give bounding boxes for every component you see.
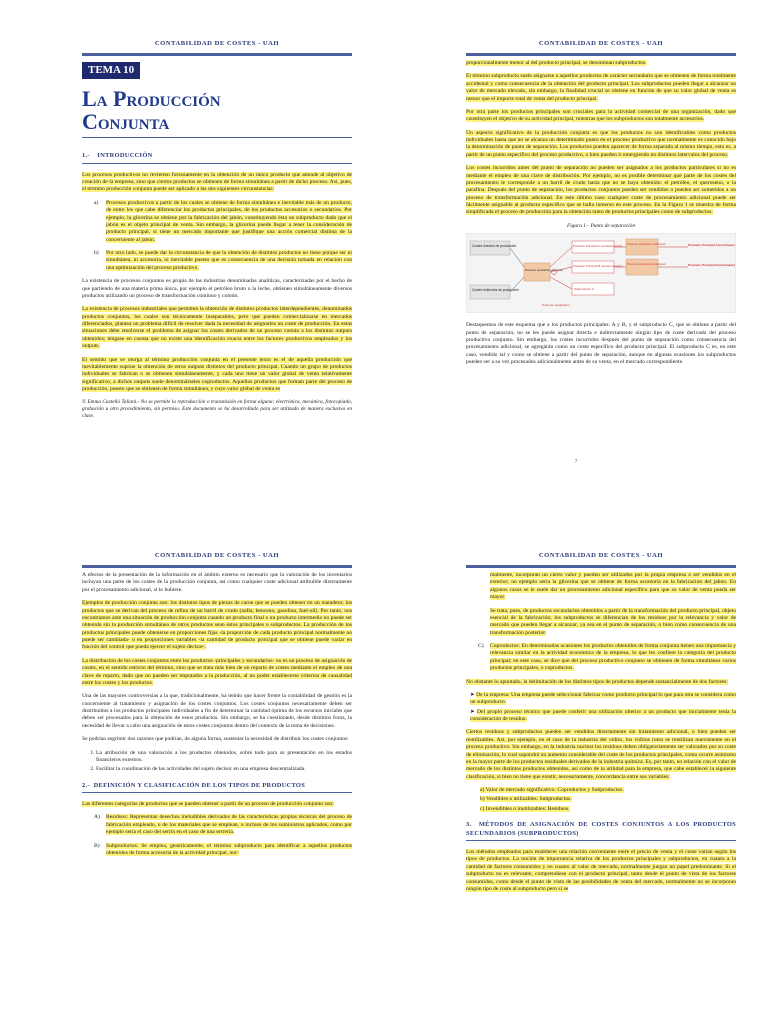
running-header: CONTABILIDAD DE COSTES - UAH	[538, 552, 664, 559]
page-content	[82, 60, 352, 420]
paragraph: Destaquemos de este esquema que a los productos principales: A y B, y el subproducto C, que se obtiene a partir del punto de separación, no se les puede asignar directa e indirectamente ningún tipo de coste derivado del proceso productivo conjunto. Sin embargo, los costes incurridos después del punto de separación como consecuencia del procesamiento adicional, se agregarán como un coste específico del producto principal. El subproducto C es, en este caso, vendido tal y como se obtiene a partir del punto de separación, aunque en algunas ocasiones los subproductos pueden ser a su vez procesados adicionalmente antes de su venta, en el mercado correspondiente.	[466, 322, 736, 366]
list-item: 1. La atribución de una valoración a los productos obtenidos, sobre todo para su presentación en los estados financieros externos.	[96, 750, 352, 765]
paragraph: Ejemplos de producción conjunta son: los distintos tipos de piezas de carne que se pueden obtener en un matadero; los productos que se derivan del proceso de refino de un barril de crudo (nafta, benceno, gasolina, fuel-oil). Por tanto, nos encontramos ante una situación de producción conjunta cuando un producto final o un producto intermedio no puede ser obtenido sin la producción simultánea de otros productos sean éstos principales o subproductos. La producción de los productos principales puede obtenerse en proporciones fijas -la proporción de cada producto principal normalmente no puede ser cambiada- o en proporciones variables -la cantidad de producto principal que se obtiene puede variar en función del control que pueda ejercer el sujeto decisor-.	[82, 600, 352, 651]
list-item-text: Residuos: Representan desechos ineludibles derivados de las características propias técnicas del proceso de fabricación empleado, o de los materiales que se emplean, o incluso de los suministros aplicados, como por ejemplo sería el caso del serrín en el caso de una serrería.	[106, 814, 352, 836]
final-product-a-label: Producto Principal A (terminado)	[688, 242, 735, 247]
list-marker: b)	[94, 250, 99, 257]
section-rule	[466, 840, 736, 841]
list-item-text: Coproductos: En determinadas ocasiones los productos obtenidos de forma conjunta tienen una importancia y relevancia similar en la actividad económica de la empresa, lo que les confiere la categoría del producto principal; en este caso, se dice que del proceso productivo conjunto se obtienen de forma simultánea varios productos principales, o coproductos.	[490, 643, 736, 672]
paragraph: Por otra parte los productos principales son cruciales para la actividad comercial de una organización, dado que constituyen el objetivo de su actividad principal, mientras que los subproductos son totalmente accesorios.	[466, 108, 736, 123]
chapter-label: TEMA 10	[82, 62, 140, 79]
chapter-title	[82, 87, 352, 133]
list-item-text: Subproductos: Se emplea, genéricamente, el término subproducto para identificar a aquellos productos obtenidos de forma accesoria de la actividad principal, nor-	[106, 842, 352, 856]
page-content	[466, 572, 736, 899]
list-item	[94, 814, 352, 836]
header-rule	[82, 53, 352, 56]
header-rule	[466, 565, 736, 568]
list-item: c) Invendibles o inutilizables: Residuos.	[480, 805, 570, 812]
list-item: Del propio proceso técnico que puede conferir una utilización ulterior a un producto que inicialmente tenía la consideración de residuo.	[470, 708, 736, 722]
paragraph: Ciertos residuos y subproductos pueden ser vendidos directamente sin tratamiento adicional, o bien pueden ser reutilizables. Así, por ejemplo, en el caso de la industria del vidrio, los vidrios rotos se reutilizan nuevamente en el proceso productivo. Sin embargo, en la industria nuclear los residuos deben obligatoriamente ser valorados por su coste de eliminación, lo cual supondrá un aumento considerable del coste de los productos principales, como ocurre asimismo en la mayor parte de los productos residuales derivados de la industria química. Es, por tanto, en relación con el valor de mercado de los distintos productos obtenidos, así como de la utilidad para la empresa, que cabe establecer la siguiente clasificación, si bien no tiene que existir, necesariamente, concordancia entre sus variables:	[466, 729, 736, 780]
separation-point-label: Punto de separación	[542, 302, 570, 307]
list-item-text: Procesos productivos a partir de los cuales se obtiene de forma simultánea e inevitable más de un producto, de entre los que cabe diferenciar los productos principales, de los productos accesorios o secundarios. Por ejemplo, la glicerina se obtiene por la fabricación del jabón, constituyendo ésta un subproducto dado que el jabón es el objeto principal de venta. Sin embargo, la glicerina puede llegar a tener la consideración de producto principal, si tiene un mercado importante que justifique una acción comercial distinta de la concerniente al jabón.	[106, 199, 352, 243]
direct-costs-label: Costes directos de producción	[472, 243, 517, 248]
section-heading	[82, 782, 352, 790]
header-rule	[82, 565, 352, 568]
joint-process-label: Proceso productivo conjunto	[525, 267, 563, 272]
section-heading	[466, 821, 736, 838]
paragraph: Una de las mayores controversias a la que, tradicionalmente, ha tenido que hacer frente la contabilidad de gestión es la concerniente al tratamiento y asignación de los costes conjuntos. Los costes conjuntos necesariamente deben ser distribuidos a los productos principales individuales a fin de determinar la cantidad óptima de los recursos iniciales que deben ser procesados para la obtención de estos productos. Sin embargo, se ha cuestionado, desde distintos foros, la necesidad de llevar a cabo una asignación de estos costes conjuntos dentro del contexto de la toma de decisiones.	[82, 693, 352, 729]
paragraph: Se podrían esgrimir dos razones que podrían, de alguna forma, sustentar la necesidad de distribuir los costes conjuntos:	[82, 736, 349, 743]
list-item	[94, 843, 352, 858]
paragraph: Los procesos productivos no revierten forzosamente en la obtención de un único producto que atiende al objetivo de creación de la empresa, sino que ciertos productos se obtienen de forma simultánea a partir de dicho proceso. Así, pues, el término producción conjunta puede ser aplicado a las dos siguientes circunstancias:	[82, 171, 352, 193]
paragraph: Se trata, pues, de productos secundarios obtenidos a partir de la transformación del producto principal, objeto esencial de la fabricación; los subproductos se diferencian de los residuos por la relevancia y valor de mercado que pueden llegar a alcanzar, ya sea en el punto de separación, o bien como consecuencia de una transformación posterior.	[490, 607, 736, 636]
document-page-3	[0, 512, 384, 1024]
separation-point-diagram	[466, 233, 736, 313]
paragraph: Los costes incurridos antes del punto de separación no pueden ser asignados a los productos particulares si no es mediante el empleo de una clave de distribución. Por ejemplo, no es posible determinar qué parte de los costes del procesamiento le corresponde a un barril de crudo hasta que no se haya obtenido: el petróleo, el queroseno, o la parafina. Después del punto de separación, los productos conjuntos pueden ser vendidos o pueden ser sometidos a un proceso de transformación adicional. En este último caso cualquier coste de procesamiento adicional puede ser fácilmente asignable al producto específico que se halla inmerso en este proceso. En la Figura 1 se muestra de forma simplificada el proceso de producción para la obtención tanto de productos principales como de subproductos.	[466, 165, 736, 216]
list-item	[478, 643, 736, 673]
section-rule	[82, 792, 352, 793]
section-heading	[82, 152, 352, 160]
paragraph: La existencia de procesos industriales que permiten la obtención de distintos productos interdependientes, denominados productos conjuntos, los cuales son técnicamente inseparables, pero que pueden comercializarse en mercados diferenciados, plantea un problema difícil de resolver dada la necesidad de asignarles un coste de producción. En estas situaciones debe resolverse el problema de asignar los costes derivados de un proceso común a los distintos outputs obtenidos; téngase en cuenta que no existe una identificación exacta entre los factores productivos empleados y los outputs.	[82, 306, 352, 350]
section-number: 2.-	[82, 781, 90, 789]
list-marker: A)	[94, 814, 100, 821]
bullet-list	[470, 692, 736, 724]
additional-process-b-label: Proceso productivo adicional	[627, 261, 666, 266]
list-item: a) Valor de mercado significativo: Coproductos y Subproductos.	[480, 787, 624, 793]
joint-process-box	[524, 263, 550, 281]
title-rule	[82, 137, 352, 139]
document-page-4	[384, 512, 768, 1024]
running-header: CONTABILIDAD DE COSTES - UAH	[538, 40, 664, 47]
section-rule	[82, 163, 352, 164]
figure-caption: Figura 1.- Punto de separación	[566, 222, 636, 229]
paragraph: No obstante lo apuntado, la delimitación de los distintos tipos de productos depende sustancialmente de dos factores:	[466, 678, 728, 685]
paragraph: El sentido que se otorga al término producción conjunta en el presente texto es el de aquella producción que inevitablemente supone la obtención de otros outputs distintos del producto principal. Cuando un grupo de productos individuales se fabrican o se obtienen simultáneamente, y cada uno tiene un valor global de venta relativamente significativo, a dichos outputs suele denominárseles coproductos. Aquellos productos que forman parte del proceso de producción, puesto que se obtienen de forma simultánea, y cuyo valor global de venta es	[82, 356, 352, 393]
list-item-text: Por otro lado, se puede dar la circunstancia de que la obtención de distintos productos no tiene porque ser ni simultánea, ni accesoria, ni inevitable puesto que es consecuencia de una decisión tomada en relación con una optimización del proceso productivo.	[106, 250, 352, 271]
paragraph: malmente, incorporan un cierto valor y pueden ser utilizados por la propia empresa o ser vendidos en el exterior; un ejemplo sería la glicerina que se obtiene de forma accesoria en la fabricación del jabón. En algunos casos se le suele dar un procesamiento adicional específico para que su valor de venta pueda ser mayor.	[490, 572, 736, 601]
document-page-2	[384, 0, 768, 512]
product-b-label: Producto Principal B (semiterminado)	[573, 263, 623, 268]
list-item: b) Vendibles o utilizables: Subproductos.	[480, 796, 572, 803]
list-item: 2. Facilitar la coordinación de las actividades del sujeto decisor en una empresa descentralizada.	[96, 766, 352, 773]
paragraph: La existencia de procesos conjuntos es propia de las industrias denominadas analíticas, caracterizadas por el hecho de que partiendo de una materia prima única, por ejemplo el petróleo bruto o la leche, obtienen simultáneamente diversos productos utilizando un proceso de transformación continuo y común.	[82, 278, 352, 299]
paragraph: Un aspecto significativo de la producción conjunta es que los productos no son identificables como productos individuales hasta que no se alcanza un determinado punto en el proceso productivo que normalmente es conocido bajo la denominación de punto de separación. Los productos pueden aparecer de forma separada al mismo tiempo, esto es, a partir de un punto específico del proceso productivo, o bien pueden ir emergiendo en distintos intervalos del proceso.	[466, 129, 736, 158]
document-page-1	[0, 0, 384, 512]
title-line-2: Conjunta	[82, 108, 170, 134]
section-number: 3.	[466, 821, 472, 829]
additional-process-a-label: Proceso productivo adicional	[627, 241, 666, 246]
list-marker: C)	[478, 643, 484, 649]
section-number: 1.-	[82, 152, 90, 160]
list-item	[94, 250, 352, 272]
title-line-1: La Producción	[82, 85, 221, 111]
page-content	[82, 572, 352, 863]
page-content	[466, 60, 736, 373]
classification-list	[480, 787, 736, 813]
final-product-b-label: Producto Principal B (terminado)	[688, 262, 736, 267]
copyright-notice: © Emma Castelló Taliani.- No se permite la reproducción o transmisión en forma alguna: electrónica, mecánica, fotocopiado, grabación u otro procedimiento, sin permiso. Este documento se ha desarrollado para ser utilizado de manera exclusiva en clase.	[82, 399, 352, 420]
paragraph: proporcionalmente menor al del producto principal, se denominan subproductos.	[466, 60, 647, 66]
indirect-costs-label: Costes indirectos de producción	[472, 287, 519, 292]
paragraph: Las diferentes categorías de productos que se pueden obtener a partir de un proceso de producción conjunto son:	[82, 801, 334, 808]
numbered-list	[96, 750, 352, 774]
paragraph: La distribución de los costes conjuntos entre los productos -principales y secundarios- no es un proceso de asignación de costes, en el sentido estricto del término, sino que se trata más bien de un reparto de costes mediante el empleo de una clave de reparto, dado que no pueden ser imputados a la producción, al no poder establecerse criterios de causalidad entre los costes y los productos.	[82, 657, 352, 686]
paragraph: A efectos de la presentación de la información en el ámbito externo es necesario que la valoración de los inventarios incluyan una parte de los costes de la producción conjunta, así como cualquier coste adicional atribuible directamente por el procesamiento adicional, si lo hubiere.	[82, 572, 352, 593]
list-marker: B)	[94, 842, 100, 849]
section-title: MÉTODOS DE ASIGNACIÓN DE COSTES CONJUNTOS A LOS PRODUCTOS SECUNDARIOS (SUBPRODUCTOS)	[466, 821, 736, 837]
paragraph: El término subproducto suele asignarse a aquellos productos de carácter secundario que se obtienen de forma totalmente accidental y como consecuencia de la obtención del producto principal. Los subproductos pueden llegar a alcanzar un valor de mercado elevado, sin embargo, la finalidad crucial se obtiene en función de que su valor global de venta es menor que el importe total de venta del producto principal.	[466, 73, 736, 102]
running-header: CONTABILIDAD DE COSTES - UAH	[154, 552, 280, 559]
paragraph: Los métodos empleados para establecer una relación conveniente entre el precio de venta y el coste varían según los tipos de productos. La noción de importancia relativa de los productos principales y subproductos, en cuanto a la cantidad de factores consumidos y en cuanto al valor de mercado, normalmente juegan un papel predominante. Si el subproducto no es relevante, comprendiese con el producto principal, tanto desde el punto de vista de los factores consumidos, como desde el punto de vista de las posibilidades de venta del mercado, normalmente no se incorporan ningún tipo de coste al subproducto pero sí se	[466, 849, 736, 892]
section-title: DEFINICIÓN Y CLASIFICACIÓN DE LOS TIPOS DE PRODUCTOS	[93, 781, 306, 789]
page-number: 7	[574, 460, 578, 465]
list-item	[94, 200, 352, 244]
byproduct-c-label: Subproducto C	[574, 286, 595, 291]
running-header: CONTABILIDAD DE COSTES - UAH	[154, 40, 280, 47]
list-item: De la empresa: Una empresa puede seleccionar fabricar como producto principal lo que para otra se considera como un subproducto.	[470, 691, 736, 706]
header-rule	[466, 53, 736, 56]
section-title: INTRODUCCIÓN	[97, 152, 153, 160]
product-a-label: Producto Principal A (semiterminado)	[573, 243, 623, 248]
list-marker: a)	[94, 199, 99, 206]
